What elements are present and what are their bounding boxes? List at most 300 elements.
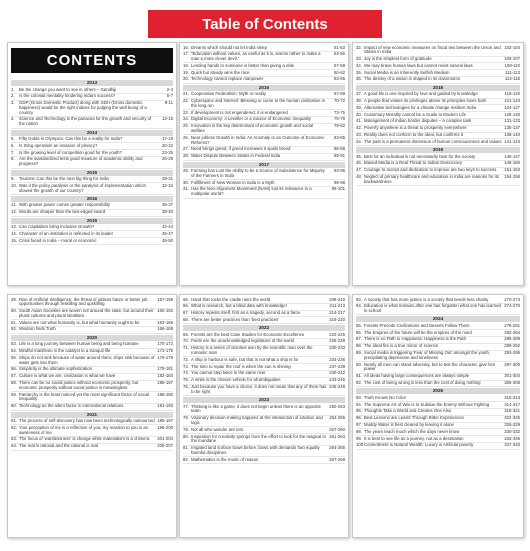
entry-pages: 154-156: [504, 174, 520, 180]
entry-pages: 173-175: [157, 348, 173, 354]
entry-number: 26.: [183, 134, 189, 140]
entry-title: Management of Indian border disputes – a complex task: [364, 118, 472, 124]
entry-number: 85.: [356, 322, 362, 328]
entry-number: 47.: [356, 167, 362, 173]
entry-number: 98.: [356, 428, 362, 434]
entry-pages: 301-304: [504, 373, 520, 379]
entry-number: 46.: [356, 160, 362, 166]
entry-number: 87.: [356, 336, 362, 342]
entry-number: 57.: [11, 373, 17, 379]
entry-pages: 79-82: [334, 123, 345, 129]
entry-pages: 289-292: [504, 343, 520, 349]
toc-entry: [183, 457, 345, 464]
entry-pages: 274-276: [504, 303, 520, 309]
toc-entry: [11, 297, 173, 309]
entry-number: 94.: [356, 401, 362, 407]
entry-number: 33.: [356, 56, 362, 62]
entry-number: 6.: [11, 142, 15, 148]
toc-entry: [356, 362, 520, 374]
entry-number: 100.: [356, 442, 365, 448]
entry-pages: 157-159: [157, 296, 173, 302]
entry-pages: 73-75: [334, 109, 345, 115]
entry-number: 14.: [11, 230, 17, 236]
entry-pages: 12-15: [162, 116, 173, 122]
entry-title: Not all who wander are lost: [191, 426, 243, 432]
entry-number: 9.: [11, 176, 15, 182]
year-header: 2013: [11, 80, 173, 86]
entry-number: 91.: [356, 373, 362, 379]
entry-number: 3.: [11, 100, 15, 106]
toc-entry: [183, 135, 345, 147]
entry-number: 38.: [356, 98, 362, 104]
entry-title: Water Dispute Between States in Federal India: [191, 153, 281, 159]
entry-title: Simplicity is the ultimate sophistication: [19, 366, 93, 372]
entry-pages: 5-7: [166, 93, 173, 99]
entry-title: Inspiration for creativity springs from the effort to look for the magical in the mundane: [191, 433, 326, 444]
entry-title: Thinking is like a game, it does not begin unless there is an opposite team: [191, 403, 321, 414]
entry-title: Innovation is the key determinant of economic growth and social welfare: [191, 123, 314, 134]
toc-entry: [11, 157, 173, 169]
entry-pages: 218-220: [329, 316, 345, 322]
entry-number: 15.: [11, 237, 17, 243]
entry-pages: 182-184: [157, 373, 173, 379]
entry-title: Impact of new economic measures on fiscal ties between the Union and States in India: [364, 44, 501, 55]
entry-title: Irrigated land surface bows before, bows with demands 'two equally harmful disciplines: [191, 445, 320, 456]
entry-pages: 76-78: [334, 116, 345, 122]
entry-title: All ideas having large consequences are always simple: [364, 373, 470, 379]
year-header: 2025: [356, 388, 520, 394]
toc-entry: [356, 77, 520, 84]
entry-pages: 108-110: [504, 62, 520, 68]
toc-entry: [11, 327, 173, 334]
table-of-contents-banner: Table of Contents: [148, 10, 382, 38]
toc-entry: [11, 392, 173, 404]
entry-pages: 145-147: [504, 153, 520, 159]
entry-pages: 141-143: [504, 138, 520, 144]
entry-number: 23.: [183, 109, 189, 115]
entry-title: Joy is the simplest form of gratitude: [364, 56, 432, 62]
entry-pages: 2-4: [166, 86, 173, 92]
entry-title: Hand that rocks the cradle rules the world: [191, 296, 271, 302]
entry-pages: 333-336: [504, 435, 520, 441]
entry-pages: 188-190: [157, 391, 173, 397]
entry-pages: 135-137: [504, 125, 520, 131]
entry-title: Technology as the silent factor in international relations: [19, 403, 124, 409]
toc-entry: [183, 404, 345, 416]
entry-number: 11.: [11, 202, 17, 208]
toc-entry: [183, 446, 345, 458]
entry-title: Forests Precede Civilizations and Deserts Follow Them: [364, 322, 470, 328]
entry-title: The Empires of the future will be the empires of the mind: [364, 329, 472, 335]
entry-title: Cyberspace and Internet: Blessing or curse to the human civilization in the long run: [191, 98, 325, 108]
entry-title: Tourism: Can this be the next big thing for India: [19, 176, 109, 182]
entry-number: 41.: [356, 118, 362, 124]
toc-entry: [183, 434, 345, 446]
toc-entry: [11, 238, 173, 245]
entry-title: Social media is triggering 'Fear of Missing Out' amongst the youth, precipitating depression and loneliness: [364, 350, 491, 360]
entry-pages: 60-62: [334, 69, 345, 75]
entry-pages: 211-213: [329, 303, 345, 309]
entry-number: 63.: [11, 436, 17, 442]
entry-pages: 163-165: [157, 319, 173, 325]
entry-number: 99.: [356, 435, 362, 441]
toc-entry: [11, 210, 173, 217]
entry-title: Values are not what humanity is, but what humanity ought to be: [19, 319, 140, 325]
entry-number: 32.: [356, 44, 362, 50]
entry-pages: 267-269: [329, 456, 345, 462]
entry-number: 25.: [183, 123, 189, 129]
toc-entry: [356, 175, 520, 187]
toc-entry: [183, 154, 345, 161]
entry-title: Courage to accept and dedication to improve are two keys to success: [364, 167, 497, 173]
entry-title: Digital Economy: A Leveller or a Source of Economic Inequality: [191, 116, 311, 122]
entry-pages: 70-72: [334, 98, 345, 104]
entry-pages: 32-34: [162, 182, 173, 188]
entry-title: Mathematics is the music of reason: [191, 456, 259, 462]
entry-pages: 326-329: [504, 422, 520, 428]
toc-entry: [11, 309, 173, 321]
toc-entry: [356, 351, 520, 363]
entry-number: 50.: [11, 308, 17, 314]
entry-pages: 257-260: [329, 426, 345, 432]
entry-title: The past is a permanent dimension of human consciousness and values: [364, 138, 502, 144]
toc-entry: [11, 381, 173, 393]
entry-number: 81.: [183, 445, 189, 451]
entry-pages: 208-210: [329, 296, 345, 302]
entry-title: Visionary decision-making happens at the intersection of intuition and logic: [191, 415, 323, 426]
entry-number: 37.: [356, 91, 362, 97]
entry-pages: 99-101: [331, 186, 345, 192]
toc-entry: [183, 317, 345, 324]
entry-pages: 105-107: [504, 56, 520, 62]
year-header: 2016: [183, 85, 345, 91]
year-header: 2018: [356, 85, 520, 91]
entry-pages: 195-197: [157, 418, 173, 424]
toc-list: [353, 43, 523, 186]
entry-number: 54.: [11, 348, 17, 354]
entry-number: 48.: [356, 174, 362, 180]
entry-number: 43.: [356, 132, 362, 138]
entry-title: The focus of 'wantlessness' is change while materialism is a chimera: [19, 436, 150, 442]
entry-title: Reality does not conform to the ideal, but confirms it: [364, 132, 463, 138]
entry-pages: 214-217: [329, 310, 345, 316]
toc-entry: [183, 385, 345, 397]
entry-pages: 89-91: [334, 153, 345, 159]
entry-title: South Asian Societies are woven not around the state, but around their plural cultures and plural identities: [19, 308, 154, 318]
entry-number: 72.: [183, 356, 189, 362]
entry-pages: 124-127: [504, 104, 520, 110]
entry-pages: 330-332: [504, 428, 520, 434]
entry-title: Wisdom finds Truth: [19, 326, 56, 332]
entry-number: 31.: [183, 186, 189, 192]
entry-pages: 297-300: [504, 361, 520, 367]
toc-entry: [11, 101, 173, 117]
entry-pages: 261-263: [329, 433, 345, 439]
entry-pages: 285-288: [504, 336, 520, 342]
entry-number: 18.: [183, 62, 189, 68]
year-header: 2015: [11, 170, 173, 176]
entry-title: A ship in harbour is safe, but that is not what a ship is for: [191, 356, 299, 362]
entry-number: 65.: [183, 296, 189, 302]
entry-pages: 293-296: [504, 350, 520, 356]
entry-pages: 121-123: [504, 98, 520, 104]
entry-pages: 131-133: [504, 118, 520, 124]
entry-pages: 138-140: [504, 132, 520, 138]
entry-title: Just because you have a choice, it does not mean that any of them has to be right: [191, 384, 327, 394]
entry-number: 88.: [356, 343, 362, 349]
entry-title: Best for an individual is not necessarily best for the society: [364, 153, 476, 159]
entry-title: Customary Morality cannot be a Guide to Modern Life: [364, 111, 466, 117]
entry-title: There is no Path to Happiness: Happiness is the Path: [364, 336, 466, 342]
entry-title: If development is not engendered, it is endangered: [191, 109, 288, 115]
entry-pages: 54-56: [334, 51, 345, 57]
entry-title: The ideal fire is a true mirror of science: [364, 343, 439, 349]
entry-number: 68.: [183, 316, 189, 322]
contents-page-6: [352, 294, 524, 538]
entry-title: It is best to see life as a journey, not as a destination: [364, 435, 464, 441]
entry-pages: 45-47: [162, 230, 173, 236]
entry-title: Neglect of primary healthcare and education in India are reasons for its backwardness: [364, 174, 499, 184]
entry-title: The destiny of a nation is shaped in its classrooms: [364, 76, 461, 82]
year-header: 2015: [11, 218, 173, 224]
entry-number: 28.: [183, 153, 189, 159]
entry-pages: 63-65: [334, 76, 345, 82]
entry-title: Truth Knows No Color: [364, 394, 407, 400]
entry-pages: 93-95: [334, 168, 345, 174]
entry-title: History repeats itself, first as a tragedy, second as a farce: [191, 310, 301, 316]
entry-title: Poverty anywhere is a threat to prosperity everywhere: [364, 125, 467, 131]
entry-number: 34.: [356, 62, 362, 68]
toc-entry: [183, 187, 345, 199]
toc-entry: [11, 425, 173, 437]
entry-title: Social Media is an Inherently Selfish Medium: [364, 69, 450, 75]
toc-entry: [183, 124, 345, 136]
entry-pages: 23-25: [162, 149, 173, 155]
entry-title: Patriarchy is the least noticed yet the most significant factor of social inequality: [19, 391, 149, 402]
entry-title: The real is rational and the rational is real: [19, 443, 98, 449]
entry-number: 21.: [183, 91, 189, 97]
entry-title: A people that values its privileges above its principles loses both: [364, 98, 487, 104]
entry-number: 20.: [183, 76, 189, 82]
entry-number: 64.: [11, 443, 17, 449]
entry-pages: 8-11: [164, 100, 173, 106]
entry-number: 2.: [11, 93, 15, 99]
entry-number: 42.: [356, 125, 362, 131]
year-header: 2014: [11, 130, 173, 136]
entry-number: 56.: [11, 366, 17, 372]
entry-pages: 179-181: [157, 366, 173, 372]
entry-title: We may brave human laws but cannot resist natural laws: [364, 62, 473, 68]
entry-title: Technology cannot replace manpower: [191, 76, 264, 82]
toc-entry: [356, 45, 520, 57]
toc-entry: [356, 139, 520, 146]
entry-number: 39.: [356, 104, 362, 110]
entry-pages: 226-229: [329, 338, 345, 344]
entry-pages: 96-98: [334, 179, 345, 185]
entry-pages: 282-284: [504, 329, 520, 335]
entry-number: 30.: [183, 179, 189, 185]
entry-pages: 29-31: [162, 176, 173, 182]
entry-number: 52.: [11, 326, 17, 332]
entry-title: Fifty Golds in Olympics: Can this be a reality for India?: [19, 136, 123, 142]
entry-pages: 318-321: [504, 408, 520, 414]
entry-pages: 151-153: [504, 167, 520, 173]
entry-title: Rise of Artificial Intelligence: the threat of jobless future or better job opportunities through reskilling and upskilling: [19, 296, 148, 307]
entry-pages: 191-193: [157, 403, 173, 409]
toc-entry: [356, 304, 520, 316]
entry-number: 97.: [356, 422, 362, 428]
entry-title: There are better practices than 'best practices': [191, 316, 280, 322]
contents-page-2: [179, 42, 349, 286]
entry-number: 35.: [356, 69, 362, 75]
entry-pages: 42-44: [162, 224, 173, 230]
entry-number: 1.: [11, 86, 15, 92]
entry-pages: 234-236: [329, 356, 345, 362]
entry-title: GDP (Gross Domestic Product) along with GDH (Gross domestic happiness) would be the right indices for judging the well being of a country: [19, 100, 147, 115]
entry-number: 44.: [356, 138, 362, 144]
entry-pages: 35-37: [162, 202, 173, 208]
toc-entry: [11, 444, 173, 451]
entry-title: Dreams which should not let India sleep: [191, 44, 267, 50]
toc-entry: [11, 183, 173, 195]
entry-number: 29.: [183, 168, 189, 174]
year-header: 2019: [356, 147, 520, 153]
entry-title: Science and Technology is the panacea for the growth and security of the nation: [19, 116, 152, 127]
entry-title: Life is a long journey between human being and being humane: [19, 341, 139, 347]
entry-title: There can be no social justice without economic prosperity, but economic prosperity without social justice is meaningless: [19, 380, 139, 390]
entry-title: Contentment is Natural Wealth; Luxury is Artificial poverty: [364, 442, 474, 448]
entry-title: Nearly all men can stand adversity, but to test the character, give him power: [364, 361, 496, 372]
entry-number: 22.: [183, 98, 189, 104]
entry-title: Has the Non-Alignment Movement (NAM) lost its relevance in a multipolar world?: [191, 186, 312, 197]
entry-number: 24.: [183, 116, 189, 122]
entry-number: 79.: [183, 426, 189, 432]
year-header: 2021: [11, 412, 173, 418]
entry-pages: 114-116: [504, 76, 520, 82]
entry-title: Alternative technologies for a climate change resilient India: [364, 104, 477, 110]
entry-number: 96.: [356, 415, 362, 421]
entry-pages: 250-253: [329, 403, 345, 409]
entry-pages: 243-245: [329, 377, 345, 383]
entry-pages: 278-281: [504, 322, 520, 328]
entry-number: 10.: [11, 182, 17, 188]
entry-title: The cost of being wrong is less than the cost of doing nothing: [364, 380, 481, 386]
entry-number: 40.: [356, 111, 362, 117]
entry-number: 62.: [11, 424, 17, 430]
toc-entry: [183, 99, 345, 111]
entry-number: 95.: [356, 408, 362, 414]
entry-pages: 17-19: [162, 136, 173, 142]
entry-number: 27.: [183, 146, 189, 152]
toc-list: [8, 295, 176, 451]
entry-pages: 264-265: [329, 445, 345, 451]
toc-entry: [183, 77, 345, 84]
entry-title: Near jobless Growth in India: An Anomaly or an Outcome of Economic Reforms?: [191, 134, 325, 145]
entry-pages: 26-28: [162, 156, 173, 162]
entry-number: 92.: [356, 380, 362, 386]
entry-title: Poets are the unacknowledged legislators of the world: [191, 338, 294, 344]
entry-number: 45.: [356, 153, 362, 159]
toc-entry: [183, 169, 345, 181]
entry-number: 90.: [356, 361, 362, 367]
entry-number: 60.: [11, 403, 17, 409]
entry-number: 49.: [11, 296, 17, 302]
entry-pages: 176-178: [157, 354, 173, 360]
entry-title: Cooperative Federalism: Myth or reality: [191, 91, 266, 97]
entry-title: Farming has Lost the Ability to be a Source of Subsistence for Majority of the Farmers in India: [191, 168, 325, 178]
entry-number: 83.: [356, 296, 362, 302]
entry-number: 80.: [183, 433, 189, 439]
entry-number: 12.: [11, 209, 17, 215]
entry-pages: 322-325: [504, 415, 520, 421]
entry-number: 55.: [11, 354, 17, 360]
entry-title: Thoughts Take a World and Creates One Also: [364, 408, 452, 414]
entry-title: Is the colonial mentality hindering India's success?: [19, 93, 116, 99]
entry-title: You cannot step twice in the same river: [191, 370, 266, 376]
entry-pages: 48-50: [162, 237, 173, 243]
entry-number: 16.: [183, 44, 189, 50]
entry-pages: 86-88: [334, 146, 345, 152]
entry-number: 13.: [11, 224, 17, 230]
entry-pages: 314-317: [504, 401, 520, 407]
entry-number: 53.: [11, 341, 17, 347]
entry-number: 69.: [183, 331, 189, 337]
entry-title: A good life is one inspired by love and guided by knowledge: [364, 91, 478, 97]
entry-pages: 305-308: [504, 380, 520, 386]
entry-title: The process of self-discovery has now been technologically outsourced: [19, 418, 155, 424]
year-header: 2024: [356, 316, 520, 322]
entry-number: 51.: [11, 319, 17, 325]
entry-number: 61.: [11, 418, 17, 424]
entry-pages: 205-207: [157, 443, 173, 449]
entry-number: 77.: [183, 403, 189, 409]
entry-title: Your perception of me is a reflection of you; my reaction to you is an awareness of me: [19, 424, 149, 435]
entry-pages: 38-40: [162, 209, 173, 215]
entry-number: 84.: [356, 303, 362, 309]
entry-title: Culture is what we are, civilization is what we have: [19, 373, 116, 379]
toc-list: [8, 77, 176, 245]
entry-title: Character of an institution is reflected in its leader: [19, 230, 114, 236]
entry-number: 70.: [183, 338, 189, 344]
contents-page-1: [7, 42, 177, 286]
contents-page-3: [352, 42, 524, 286]
entry-title: Words are sharper than the two-edged sword: [19, 209, 106, 215]
entry-number: 93.: [356, 394, 362, 400]
toc-entry: [11, 404, 173, 411]
entry-pages: 222-225: [329, 331, 345, 337]
entry-title: A smile is the chosen vehicle for all ambiguities: [191, 377, 281, 383]
entry-pages: 270-273: [504, 296, 520, 302]
entry-number: 7.: [11, 149, 15, 155]
entry-title: Ships do not sink because of water around them; ships sink because of water gets into them: [19, 354, 155, 365]
entry-pages: 185-187: [157, 380, 173, 386]
entry-title: Need brings greed, if greed increases it spoils breed: [191, 146, 291, 152]
entry-pages: 102-104: [504, 44, 520, 50]
contents-page-4: [7, 294, 177, 538]
entry-title: The years teach much which the days never know: [364, 428, 460, 434]
entry-number: 59.: [11, 391, 17, 397]
entry-title: Fulfillment of New Woman in India is a Myth: [191, 179, 275, 185]
entry-title: Mindful manifesto is the catalyst to a tranquil life: [19, 348, 111, 354]
entry-title: Lending hands to someone is better than giving a dole: [191, 62, 295, 68]
entry-title: Is Sting operation an invasion of privacy?: [19, 142, 98, 148]
entry-pages: 20-22: [162, 142, 173, 148]
entry-number: 74.: [183, 370, 189, 376]
entry-number: 36.: [356, 76, 362, 82]
entry-title: The Supreme Art of War is to Subdue the Enemy Without Fighting: [364, 401, 490, 407]
entry-title: History is a series of victories won by the scientific man over the romantic man: [191, 345, 313, 356]
entry-number: 78.: [183, 415, 189, 421]
